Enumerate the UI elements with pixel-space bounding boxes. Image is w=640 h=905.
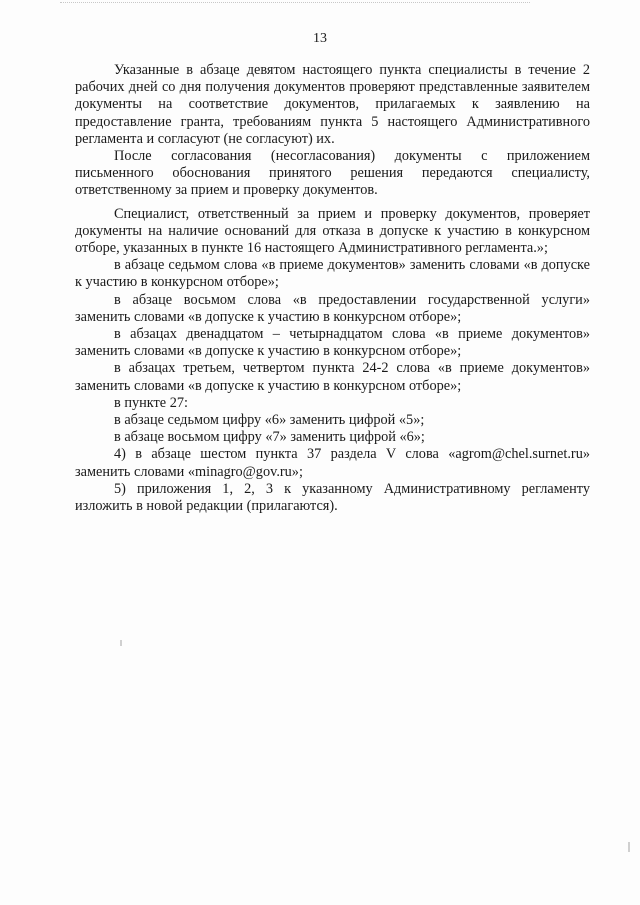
paragraph: в пункте 27: [114, 394, 188, 411]
scan-artifact [60, 2, 530, 6]
paragraph: Специалист, ответственный за прием и проверку документов, проверяет документы на наличие оснований для отказа в допуске к участию в конкурсном отборе, указанных в пункте 16 настоящего Административного регламента.»; [75, 205, 590, 257]
scan-speck [120, 640, 122, 646]
paragraph: в абзацах третьем, четвертом пункта 24-2 слова «в приеме документов» заменить словами «в допуске к участию в конкурсном отборе»; [75, 360, 590, 394]
paragraph: После согласования (несогласования) документы с приложением письменного обоснования принятого решения передаются специалисту, ответственному за прием и проверку документов. [75, 148, 590, 199]
paragraph: в абзацах двенадцатом – четырнадцатом слова «в приеме документов» заменить словами «в допуске к участию в конкурсном отборе»; [75, 326, 590, 360]
paragraph: в абзаце седьмом слова «в приеме документов» заменить словами «в допуске к участию в конкурсном отборе»; [75, 257, 590, 291]
paragraph: Указанные в абзаце девятом настоящего пункта специалисты в течение 2 рабочих дней со дня получения документов проверяют представленные заявителем документы на соответствие документов, прилагаемых к заявлению на предоставление гранта, требованиям пункта 5 настоящего Административного регламента и согласуют (не согласуют) их. [75, 62, 590, 147]
paragraph: 5) приложения 1, 2, 3 к указанному Административному регламенту изложить в новой редакции (прилагаются). [75, 480, 590, 515]
paragraph: 4) в абзаце шестом пункта 37 раздела V слова «agrom@chel.surnet.ru» заменить словами «minagro@gov.ru»; [75, 446, 590, 480]
page-number: 13 [313, 31, 327, 46]
paragraph: в абзаце седьмом цифру «6» заменить цифрой «5»; [114, 412, 425, 429]
scan-speck [628, 842, 630, 852]
paragraph: в абзаце восьмом цифру «7» заменить цифрой «6»; [114, 429, 425, 446]
paragraph: в абзаце восьмом слова «в предоставлении государственной услуги» заменить словами «в допуске к участию в конкурсном отборе»; [75, 291, 590, 325]
document-body [75, 62, 590, 515]
